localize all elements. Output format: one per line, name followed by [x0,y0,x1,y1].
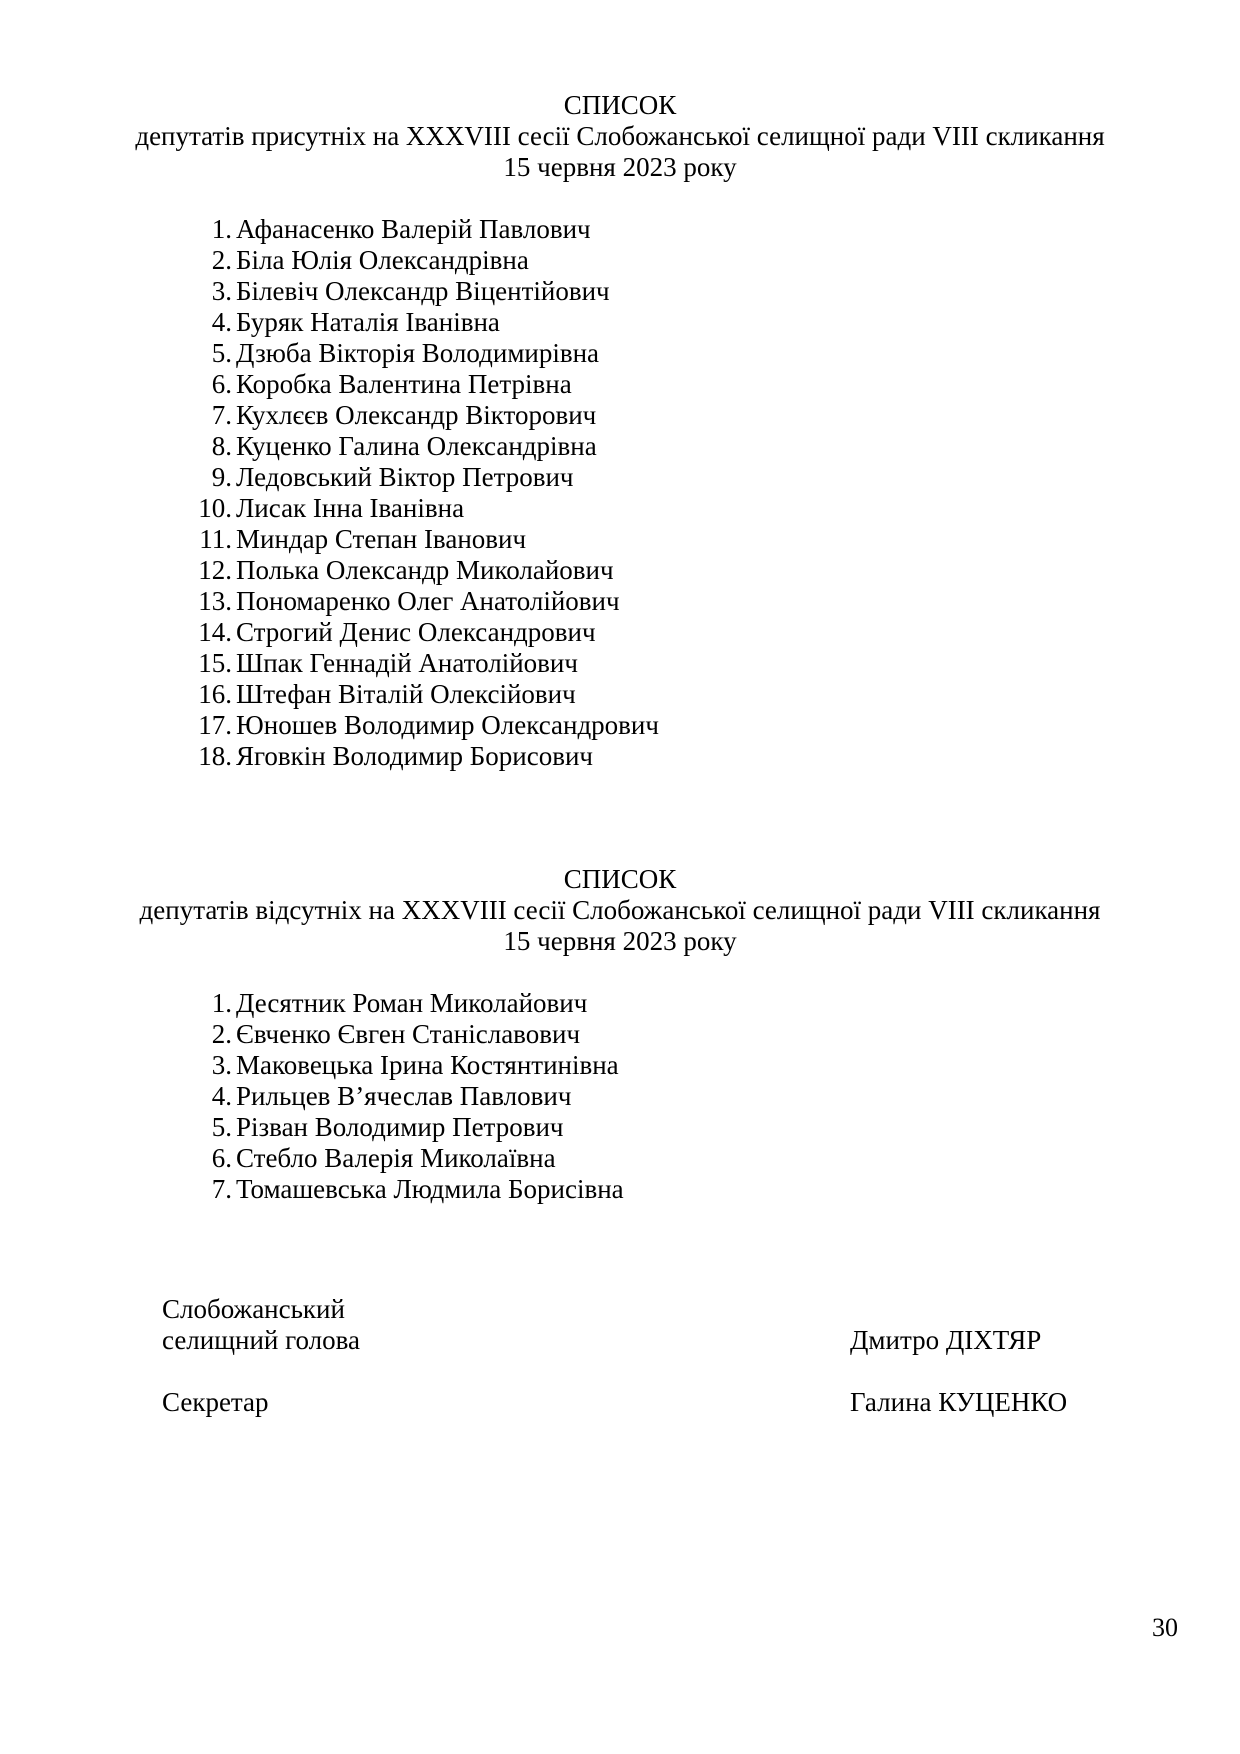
absent-date: 15 червня 2023 року [503,926,737,956]
list-item-number: 1. [211,988,232,1018]
deputy-name: Різван Володимир Петрович [236,1112,564,1142]
deputy-name: Буряк Наталія Іванівна [236,307,500,337]
head-title-line2: селищний голова [162,1325,361,1355]
deputy-name: Стебло Валерія Миколаївна [236,1143,556,1173]
deputy-name: Ледовський Віктор Петрович [236,462,574,492]
head-name: Дмитро ДІХТЯР [850,1325,1042,1355]
deputy-name: Строгий Денис Олександрович [236,617,596,647]
secretary-name: Галина КУЦЕНКО [850,1387,1068,1417]
list-item-number: 6. [211,369,232,399]
present-subtitle: депутатів присутніх на XXXVIII сесії Слобожанської селищної ради VIII скликання [135,121,1105,151]
deputy-name: Рильцев В’ячеслав Павлович [236,1081,572,1111]
list-item-number: 7. [211,400,232,430]
deputy-name: Яговкін Володимир Борисович [236,741,594,771]
absent-heading [0,864,1240,957]
deputy-name: Пономаренко Олег Анатолійович [236,586,620,616]
list-item-number: 5. [211,1112,232,1142]
list-item-number: 8. [211,431,232,461]
list-item-number: 2. [211,1019,232,1049]
list-item-number: 11. [199,524,232,554]
list-item-number: 3. [211,276,232,306]
head-title-line1: Слобожанський [162,1294,345,1324]
list-item-number: 16. [198,679,232,709]
list-item-number: 9. [211,462,232,492]
deputy-name: Дзюба Вікторія Володимирівна [236,338,600,368]
deputy-name: Юношев Володимир Олександрович [236,710,659,740]
deputy-name: Афанасенко Валерій Павлович [236,214,591,244]
list-item-number: 5. [211,338,232,368]
list-item-number: 3. [211,1050,232,1080]
list-item-number: 14. [198,617,232,647]
deputy-name: Білевіч Олександр Віцентійович [236,276,610,306]
deputy-name: Маковецька Ірина Костянтинівна [236,1050,619,1080]
list-item-number: 6. [211,1143,232,1173]
deputy-name: Євченко Євген Станіславович [236,1019,581,1049]
present-title: СПИСОК [563,90,677,120]
deputy-name: Лисак Інна Іванівна [236,493,465,523]
secretary-title: Секретар [162,1387,269,1417]
deputy-name: Миндар Степан Іванович [236,524,527,554]
list-item-number: 7. [211,1174,232,1204]
present-heading [0,90,1240,183]
deputy-name: Штефан Віталій Олексійович [236,679,576,709]
present-date: 15 червня 2023 року [503,152,737,182]
deputy-name: Шпак Геннадій Анатолійович [236,648,578,678]
list-item-number: 13. [198,586,232,616]
deputy-name: Десятник Роман Миколайович [236,988,588,1018]
deputy-name: Коробка Валентина Петрівна [236,369,572,399]
list-item-number: 1. [211,214,232,244]
deputy-name: Біла Юлія Олександрівна [236,245,529,275]
absent-subtitle: депутатів відсутніх на XXXVIII сесії Слобожанської селищної ради VIII скликання [139,895,1101,925]
page-number: 30 [1152,1613,1178,1642]
list-item-number: 12. [198,555,232,585]
list-item-number: 2. [211,245,232,275]
deputy-name: Кухлєєв Олександр Вікторович [236,400,597,430]
deputy-name: Томашевська Людмила Борисівна [236,1174,624,1204]
absent-title: СПИСОК [563,864,677,894]
list-item-number: 4. [211,307,232,337]
list-item-number: 15. [198,648,232,678]
deputy-name: Куценко Галина Олександрівна [236,431,597,461]
list-item-number: 4. [211,1081,232,1111]
list-item-number: 17. [198,710,232,740]
list-item-number: 10. [198,493,232,523]
list-item-number: 18. [198,741,232,771]
deputy-name: Полька Олександр Миколайович [236,555,614,585]
